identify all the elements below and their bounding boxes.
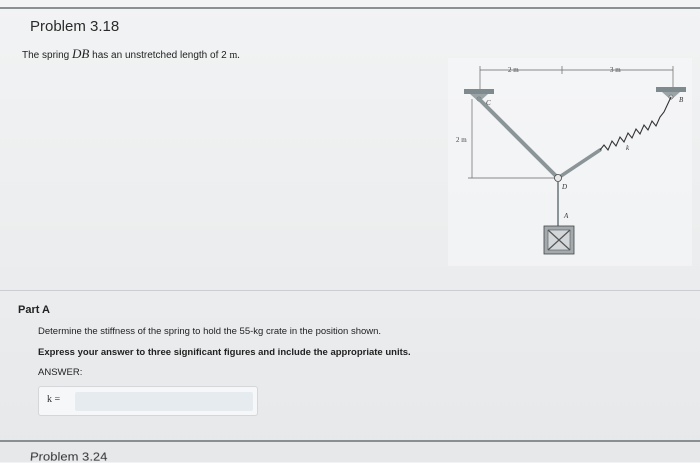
statement-unit: m. [229,50,240,61]
label-B: B [679,96,684,104]
dim-vertical-label: 2 m [456,136,467,144]
bottom-divider [0,440,700,442]
dim-top-left-label: 2 m [508,66,519,74]
answer-input[interactable] [75,392,253,411]
joint-D [555,175,562,182]
section-divider [0,290,700,291]
answer-instruction: Express your answer to three significant figures and include the appropriate units. [38,347,411,358]
statement-variable: DB [72,46,90,61]
label-k: k [626,144,630,152]
dim-top-right-label: 3 m [610,66,621,74]
statement-text-2: has an unstretched length of 2 [89,50,230,61]
top-divider [0,7,700,9]
crate [544,226,574,254]
answer-heading: ANSWER: [38,367,83,378]
problem-title: Problem 3.18 [30,18,120,35]
answer-variable-label: k = [47,394,61,405]
label-D: D [562,183,568,191]
problem-statement [22,46,240,62]
spring-crate-diagram [448,58,692,266]
part-label: Part A [18,304,50,316]
answer-box [38,386,258,416]
statement-text-1: The spring [22,50,73,61]
label-C: C [486,99,491,107]
next-problem-title: Problem 3.24 [29,449,108,463]
label-A: A [564,212,569,220]
question-text: Determine the stiffness of the spring to hold the 55-kg crate in the position shown. [38,326,382,337]
